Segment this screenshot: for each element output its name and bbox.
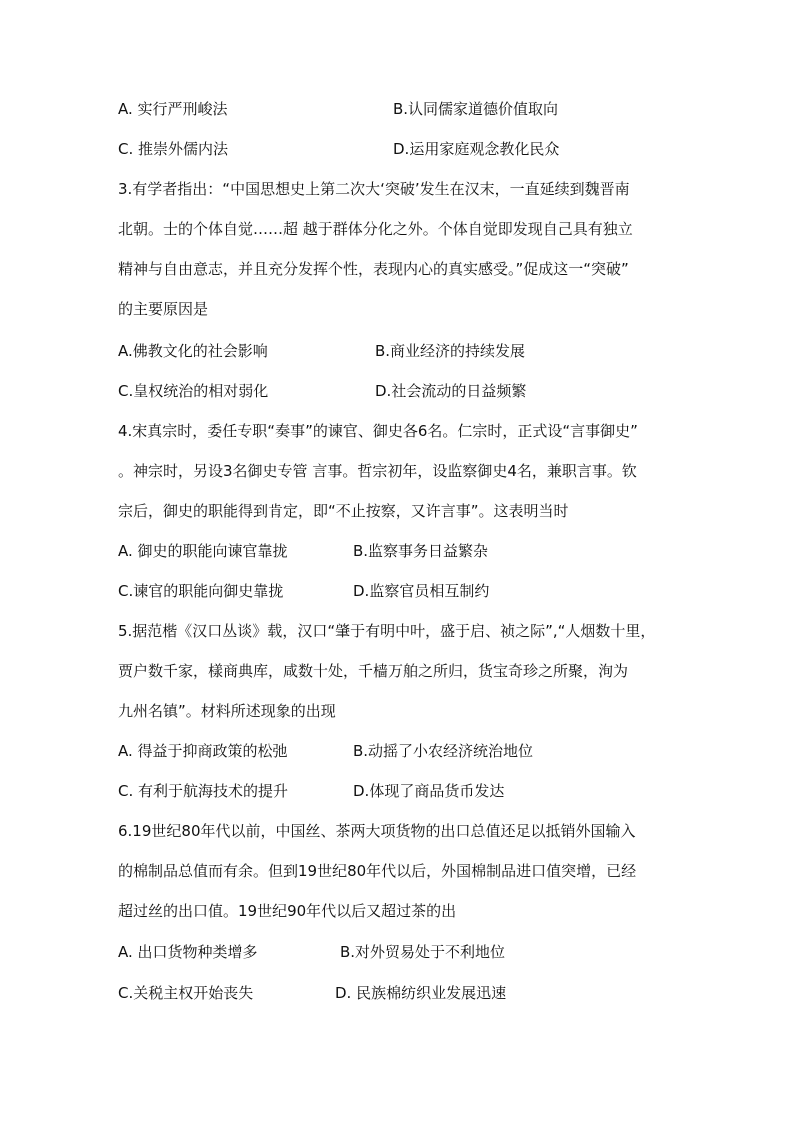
q6-option-d: D. 民族棉纺织业发展迅速 — [335, 984, 507, 1002]
q3-option-c: C.皇权统治的相对弱化 — [118, 382, 269, 400]
q2-option-a: A. 实行严刑峻法 — [118, 100, 228, 118]
q6-stem-line: 的棉制品总值而有余。但到19世纪80年代以后，外国棉制品进口值突增，已经 — [118, 862, 637, 880]
q3-stem-line: 北朝。士的个体自觉……超 越于群体分化之外。个体自觉即发现自己具有独立 — [118, 220, 633, 238]
q6-option-c: C.关税主权开始丧失 — [118, 984, 254, 1002]
q5-option-b: B.动摇了小农经济统治地位 — [353, 742, 534, 760]
q3-stem-line: 3.有学者指出：“中国思想史上第二次大‘突破’发生在汉末，一直延续到魏晋南 — [118, 180, 630, 198]
q3-option-d: D.社会流动的日益频繁 — [375, 382, 527, 400]
q2-option-b: B.认同儒家道德价值取向 — [393, 100, 559, 118]
q5-option-c: C. 有利于航海技术的提升 — [118, 782, 289, 800]
q5-option-a: A. 得益于抑商政策的松弛 — [118, 742, 288, 760]
q4-stem-line: 4.宋真宗时，委任专职“奏事”的谏官、御史各6名。仁宗时，正式设“言事御史” — [118, 422, 638, 440]
q6-option-b: B.对外贸易处于不利地位 — [340, 943, 506, 961]
q3-option-a: A.佛教文化的社会影响 — [118, 342, 268, 360]
q5-option-d: D.体现了商品货币发达 — [353, 782, 505, 800]
q4-stem-line: 。神宗时，另设3名御史专管 言事。哲宗初年，设监察御史4名，兼职言事。钦 — [118, 462, 637, 480]
q6-option-a: A. 出口货物种类增多 — [118, 943, 258, 961]
q3-option-b: B.商业经济的持续发展 — [375, 342, 526, 360]
q6-stem-line: 6.19世纪80年代以前，中国丝、茶两大项货物的出口总值还足以抵销外国输入 — [118, 822, 636, 840]
q4-stem-line: 宗后，御史的职能得到肯定，即“不止按察，又许言事”。这表明当时 — [118, 502, 569, 520]
q5-stem-line: 贾户数千家，樣商典库，咸数十处，千樯万舶之所归，货宝奇珍之所聚，洵为 — [118, 662, 629, 680]
q3-stem-line: 精神与自由意志，并且充分发挥个性，表现内心的真实感受。”促成这一“突破” — [118, 260, 629, 278]
q5-stem-line: 九州名镇”。材料所述现象的出现 — [118, 702, 336, 720]
q2-option-c: C. 推崇外儒内法 — [118, 140, 229, 158]
q2-option-d: D.运用家庭观念教化民众 — [393, 140, 560, 158]
q6-stem-line: 超过丝的出口值。19世纪90年代以后又超过茶的出 — [118, 902, 457, 920]
q4-option-d: D.监察官员相互制约 — [353, 582, 490, 600]
q4-option-a: A. 御史的职能向谏官靠拢 — [118, 542, 288, 560]
q4-option-c: C.谏官的职能向御史靠拢 — [118, 582, 284, 600]
q3-stem-line: 的主要原因是 — [118, 300, 209, 318]
q4-option-b: B.监察事务日益繁杂 — [353, 542, 489, 560]
q5-stem-line: 5.据范楷《汉口丛谈》载，汉口“肇于有明中叶，盛于启、祯之际”,“人烟数十里， — [118, 622, 656, 640]
